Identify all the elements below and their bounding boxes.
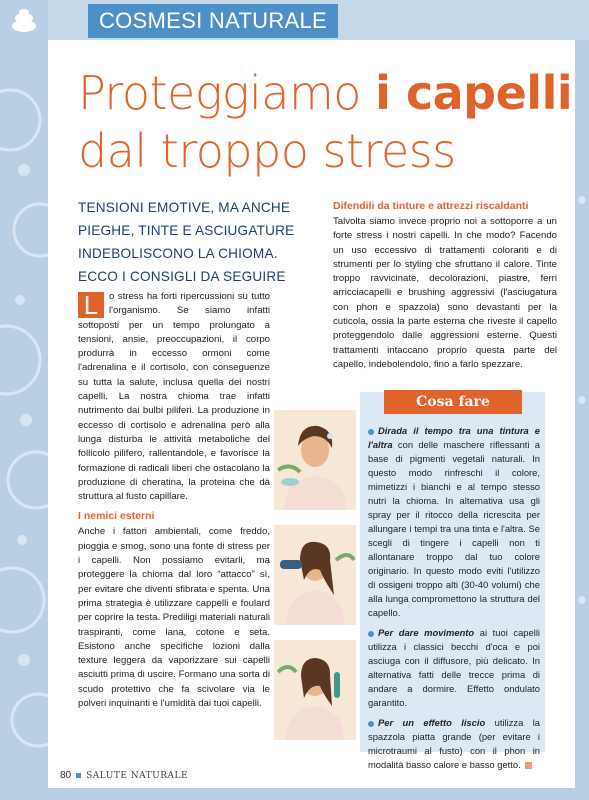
end-mark-icon	[525, 762, 532, 769]
difendili-text: Talvolta siamo invece proprio noi a sottoporre a un forte stress i nostri capelli. In che modo? Facendo un uso eccessivo di trattamenti coloranti e di strumenti per lo styling che sfruttano il calore. Tinte troppo ravvicinate, decolorazioni, piastre, ferri arricciacapelli e brushing aggressivi (l'asciugatura con phon e spazzola) sono devastanti per la cuticola, ossia la parte esterna che riveste il capello proteggendolo dalle aggressioni esterne. Questi trattamenti intaccano proprio questa parte del capello, indebolendolo, fino a farlo spezzare.	[333, 216, 557, 370]
nemici-esterni-text: Anche i fattori ambientali, come freddo, pioggia e smog, sono una fonte di stress per i capelli. Non possiamo evitarli, ma proteggere la chioma dal loro “attacco” sì, per evitare che diventi sfibrata e spenta. Una prima strategia è utilizzare cappelli e foulard per coprire la testa. Prediligi materiali naturali traspiranti, come lana, cotone e seta. Esistono anche specifiche lozioni dalla texture leggera da vaporizzare sui capelli asciutti prima di uscire. Formano una sorta di scudo protettivo che fa scivolare via le polveri inquinanti e l'umidità dai tuoi capelli.	[78, 526, 270, 710]
page-number: 80	[60, 770, 72, 781]
cosa-fare-list	[368, 424, 540, 778]
cosa-fare-item-lead: Per dare movimento	[378, 627, 475, 638]
title-line1-bold: i capelli	[375, 66, 573, 120]
cosa-fare-box	[360, 392, 545, 770]
section-tag: COSMESI NATURALE	[88, 4, 338, 38]
footer-separator-icon	[76, 773, 81, 778]
article-subtitle: TENSIONI EMOTIVE, MA ANCHE PIEGHE, TINTE E ASCIUGATURE INDEBOLISCONO LA CHIOMA. ECCO I CONSIGLI DA SEGUIRE	[78, 200, 295, 284]
bullet-icon	[368, 429, 374, 435]
subhead-nemici-esterni: I nemici esterni	[78, 510, 155, 523]
title-line2: dal troppo stress	[78, 124, 456, 178]
cosa-fare-item-lead: Dirada il tempo tra una tintura e l'altra	[368, 425, 540, 450]
magazine-name: SALUTE NATURALE	[86, 771, 189, 781]
hair-care-illustrations	[274, 410, 356, 740]
illustration-woman-applying-mask	[274, 410, 356, 510]
decorative-side-pattern	[0, 0, 48, 800]
illustration-woman-brushing	[274, 640, 356, 740]
subhead-difendili: Difendili da tinture e attrezzi riscaldanti	[333, 200, 529, 212]
illustration-woman-hairdryer	[274, 525, 356, 625]
drop-cap: L	[78, 292, 104, 318]
cosa-fare-item-text: ai tuoi capelli utilizza i classici becchi d'oca e poi asciuga con il diffusore, più delicato. In alternativa fatti delle trecce prima di andare a dormire. Effetto ondulato garantito.	[368, 627, 540, 708]
soap-bottle-icon	[9, 6, 39, 34]
bullet-icon	[368, 631, 374, 637]
cosa-fare-item	[368, 424, 540, 620]
cosa-fare-item-lead: Per un effetto liscio	[378, 717, 486, 728]
intro-text: o stress ha forti ripercussioni su tutto l'organismo. Se siamo infatti sottoposti per un tempo prolungato a tensioni, ansie, preoccupazioni, il corpo produrrà in eccesso ormoni come l'adrenalina e il cortisolo, con conseguenze su tutta la salute, inclusa quella dei nostri capelli. La nostra chioma trae infatti nutrimento dai bulbi piliferi. La produzione in eccesso di cortisolo e adrenalina però alla lunga disturba le attività metaboliche del follicolo pilifero, rallentandole, e favorisce la formazione di radicali liberi che ostacolano la produzione di cheratina, la proteina che dà struttura al fusto capillare.	[78, 291, 270, 503]
cosa-fare-item	[368, 716, 540, 772]
article-title	[78, 64, 578, 180]
bullet-icon	[368, 721, 374, 727]
intro-paragraph	[78, 290, 270, 504]
cosa-fare-item-text: utilizza la spazzola piatta grande (per evitare i microtraumi al fusto) con il phon in modalità basso calore e basso getto.	[368, 717, 540, 770]
column-right	[333, 200, 557, 372]
cosa-fare-item	[368, 626, 540, 710]
logo-badge	[0, 0, 48, 40]
cosa-fare-item-text: con delle maschere riflessanti a base di pigmenti vegetali naturali. In questo modo rinfreschi il colore, mimetizzi i bianchi e al tempo stesso nutri la chioma. In alternativa usa gli spray per il ritocco della ricrescita per allungare i tempi tra una tinta e l'altra. Se scegli di tingere i capelli non ti allontanare troppo dal tuo colore originario. In questo modo eviti l'utilizzo di ossigeni troppo alti (30-40 volumi) che alla lunga compromettono la struttura del capello.	[368, 439, 540, 618]
page-footer	[60, 770, 188, 781]
cosa-fare-title: Cosa fare	[384, 390, 522, 414]
title-line1-pre: Proteggiamo	[78, 66, 376, 120]
column-left	[78, 290, 270, 711]
